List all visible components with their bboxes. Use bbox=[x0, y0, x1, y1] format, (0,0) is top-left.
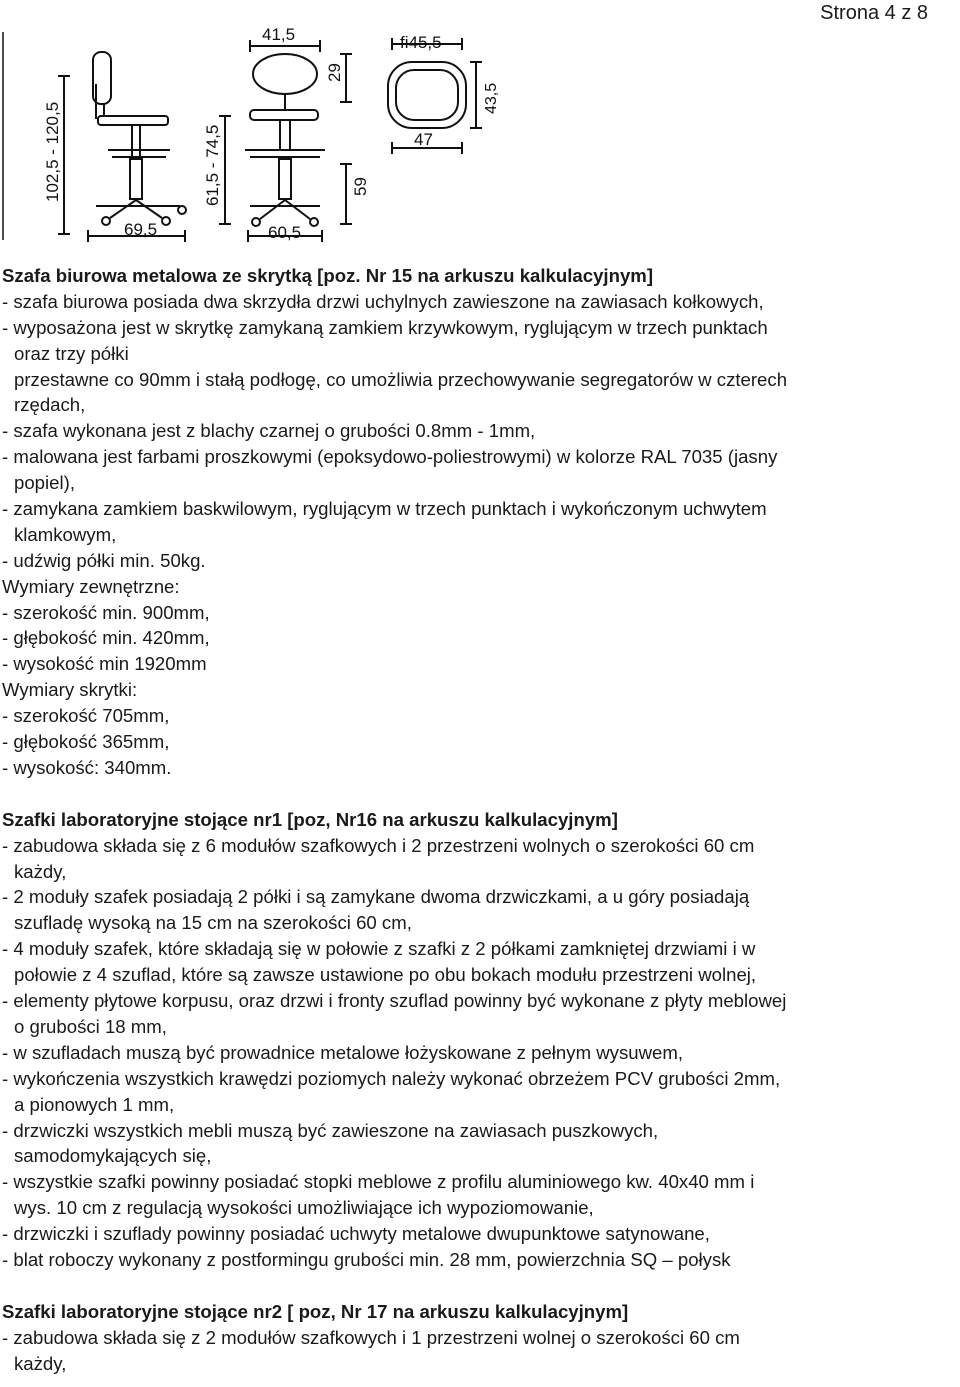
list-item: - zabudowa składa się z 2 modułów szafkowych i 1 przestrzeni wolnej o szerokości 60 cm bbox=[2, 1326, 740, 1348]
list-item: wys. 10 cm z regulacją wysokości umożliwiające ich wypoziomowanie, bbox=[14, 1197, 594, 1219]
list-item: - wysokość min 1920mm bbox=[2, 653, 207, 675]
dim-seat-depth: 43,5 bbox=[483, 82, 500, 114]
list-item: - drzwiczki i szuflady powinny posiadać uchwyty metalowe dwupunktowe satynowane, bbox=[2, 1223, 710, 1245]
dim-base-2: 60,5 bbox=[268, 223, 302, 242]
list-item: popiel), bbox=[14, 472, 75, 494]
dim-seat-diameter: fi45,5 bbox=[400, 33, 442, 52]
dim-backrest-width: 41,5 bbox=[262, 25, 296, 44]
list-item: szufladę wysoką na 15 cm na szerokości 60 cm, bbox=[14, 912, 412, 934]
list-item: - głębokość min. 420mm, bbox=[2, 627, 210, 649]
chair-dimension-drawing bbox=[0, 24, 530, 246]
list-item: rzędach, bbox=[14, 394, 86, 416]
list-item: - drzwiczki wszystkich mebli muszą być zawieszone na zawiasach puszkowych, bbox=[2, 1119, 659, 1141]
list-item: - elementy płytowe korpusu, oraz drzwi i fronty szuflad powinny być wykonane z płyty meblowej bbox=[2, 990, 787, 1012]
list-item: - szerokość 705mm, bbox=[2, 705, 170, 727]
dim-base-1: 69,5 bbox=[124, 220, 158, 239]
section-title: Szafa biurowa metalowa ze skrytką [poz. Nr 15 na arkuszu kalkulacyjnym] bbox=[2, 265, 654, 286]
seat-top-view bbox=[388, 38, 482, 154]
list-item: Wymiary zewnętrzne: bbox=[2, 575, 180, 597]
list-item: - blat roboczy wykonany z postformingu grubości min. 28 mm, powierzchnia SQ – połysk bbox=[2, 1248, 731, 1270]
list-item: - udźwig półki min. 50kg. bbox=[2, 549, 206, 571]
page-number: Strona 4 z 8 bbox=[820, 2, 928, 24]
chair-side-view-1 bbox=[58, 52, 186, 242]
dim-seat-height: 61,5 - 74,5 bbox=[203, 124, 222, 206]
list-item: - 4 moduły szafek, które składają się w połowie z szafki z 2 półkami zamkniętej drzwiami i w bbox=[2, 938, 756, 960]
dim-seat-width: 47 bbox=[414, 130, 433, 149]
list-item: - 2 moduły szafek posiadają 2 półki i są zamykane dwoma drzwiczkami, a u góry posiadają bbox=[2, 886, 750, 908]
list-item: o grubości 18 mm, bbox=[14, 1015, 167, 1037]
document-body bbox=[2, 263, 960, 1377]
list-item: - głębokość 365mm, bbox=[2, 731, 170, 753]
list-item: - szafa biurowa posiada dwa skrzydła drzwi uchylnych zawieszone na zawiasach kołkowych, bbox=[2, 290, 764, 312]
list-item: - szafa wykonana jest z blachy czarnej o grubości 0.8mm - 1mm, bbox=[2, 420, 536, 442]
section-gap bbox=[2, 781, 960, 807]
dim-overall-height: 102,5 - 120,5 bbox=[43, 101, 62, 202]
list-item: - zamykana zamkiem baskwilowym, ryglującym w trzech punktach i wykończonym uchwytem bbox=[2, 498, 767, 520]
list-item: - wszystkie szafki powinny posiadać stopki meblowe z profilu aluminiowego kw. 40x40 mm i bbox=[2, 1171, 755, 1193]
list-item: przestawne co 90mm i stałą podłogę, co umożliwia przechowywanie segregatorów w czterech bbox=[14, 368, 788, 390]
list-item: a pionowych 1 mm, bbox=[14, 1093, 175, 1115]
dim-footring: 59 bbox=[351, 177, 370, 196]
list-item: - wykończenia wszystkich krawędzi poziomych należy wykonać obrzeżem PCV grubości 2mm, bbox=[2, 1067, 781, 1089]
list-item: - wysokość: 340mm. bbox=[2, 756, 172, 778]
list-item: połowie z 4 szuflad, które są zawsze ustawione po obu bokach modułu przestrzeni wolnej, bbox=[14, 964, 757, 986]
list-item: - malowana jest farbami proszkowymi (epoksydowo-poliestrowymi) w kolorze RAL 7035 (jasny bbox=[2, 446, 778, 468]
list-item: Wymiary skrytki: bbox=[2, 679, 138, 701]
list-item: każdy, bbox=[14, 1352, 67, 1374]
list-item: - szerokość min. 900mm, bbox=[2, 601, 210, 623]
section-gap bbox=[2, 1273, 960, 1299]
section-title: Szafki laboratoryjne stojące nr1 [poz, Nr16 na arkuszu kalkulacyjnym] bbox=[2, 808, 618, 830]
section-title: Szafki laboratoryjne stojące nr2 [ poz, Nr 17 na arkuszu kalkulacyjnym] bbox=[2, 1300, 629, 1322]
dim-backrest-height: 29 bbox=[325, 63, 344, 82]
list-item: każdy, bbox=[14, 860, 67, 882]
list-item: samodomykających się, bbox=[14, 1145, 212, 1167]
list-item: - w szufladach muszą być prowadnice metalowe łożyskowane z pełnym wysuwem, bbox=[2, 1041, 684, 1063]
list-item: oraz trzy półki bbox=[14, 342, 129, 364]
list-item: klamkowym, bbox=[14, 523, 117, 545]
list-item: - wyposażona jest w skrytkę zamykaną zamkiem krzywkowym, ryglującym w trzech punktach bbox=[2, 316, 768, 338]
list-item: - zabudowa składa się z 6 modułów szafkowych i 2 przestrzeni wolnych o szerokości 60 cm bbox=[2, 834, 755, 856]
